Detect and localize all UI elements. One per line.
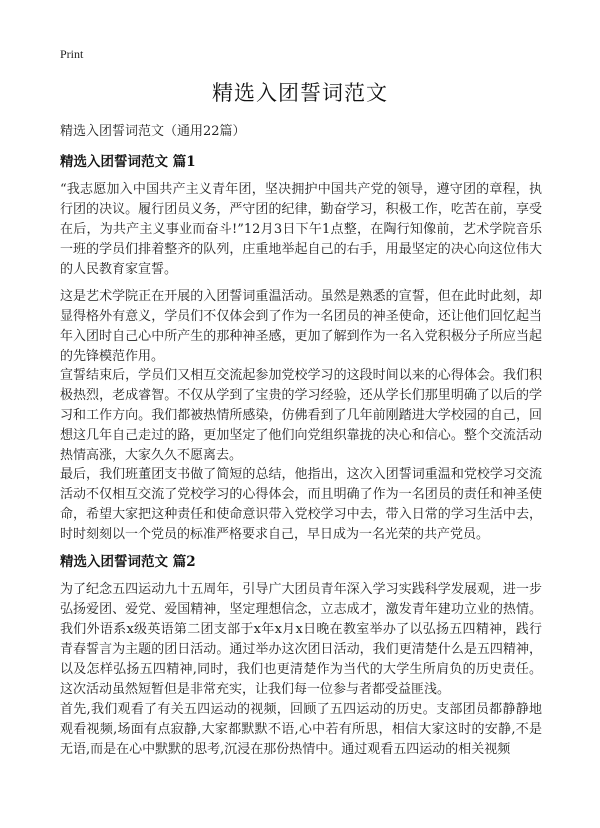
section-heading-1: 精选入团誓词范文 篇1 [60, 154, 196, 170]
paragraph: 为了纪念五四运动九十五周年，引导广大团员青年深入学习实践科学发展观，进一步弘扬爱团、爱党、爱国精神，坚定理想信念，立志成才，激发青年建功立业的热情。我们外语系x级英语第二团支部于x年x月x日晚在教室举办了以弘扬五四精神，践行青春誓言为主题的团日活动。通过举办这次团日活动，我们更清楚什么是五四精神，以及怎样弘扬五四精神,同时，我们也更清楚作为当代的大学生所肩负的历史责任。这次活动虽然短暂但是非常充实，让我们每一位参与者都受益匪浅。 [60, 582, 542, 697]
paragraph: 这是艺术学院正在开展的入团誓词重温活动。虽然是熟悉的宣誓，但在此时此刻，却显得格外有意义，学员们不仅体会到了作为一名团员的神圣使命，还让他们回忆起当年入团时自己心中所产生的那种神圣感，更加了解到作为一名入党积极分子所应当起的先锋模范作用。 [60, 289, 542, 364]
page-title: 精选入团誓词范文 [212, 81, 388, 105]
paragraph: 最后，我们班董团支书做了简短的总结，他指出，这次入团誓词重温和党校学习交流活动不仅相互交流了党校学习的心得体会，而且明确了作为一名团员的责任和神圣使命，希望大家把这种责任和使命意识带入党校学习中去，带入日常的学习生活中去，时时刻刻以一个党员的标准严格要求自己，早日成为一名光荣的共产党员。 [60, 467, 542, 542]
paragraph: “我志愿加入中国共产主义青年团，坚决拥护中国共产党的领导，遵守团的章程，执行团的决议。履行团员义务，严守团的纪律，勤奋学习，积极工作，吃苦在前，享受在后，为共产主义事业而奋斗!”12月3日下午1点整，在陶行知像前，艺术学院音乐一班的学员们排着整齐的队列，庄重地举起自己的右手，用最坚定的决心向这位伟大的人民教育家宣誓。 [60, 182, 542, 277]
print-link[interactable]: Print [60, 47, 84, 61]
section-heading-2: 精选入团誓词范文 篇2 [60, 554, 196, 570]
paragraph: 宣誓结束后，学员们又相互交流起参加党校学习的这段时间以来的心得体会。我们积极热烈，老成睿智。不仅从学到了宝贵的学习经验，还从学长们那里明确了以后的学习和工作方向。我们都被热情所感染，仿佛看到了几年前刚踏进大学校园的自己，回想这几年自己走过的路，更加坚定了他们向党组织靠拢的决心和信心。整个交流活动热情高涨，大家久久不愿离去。 [60, 368, 542, 463]
document-subtitle: 精选入团誓词范文（通用22篇） [60, 124, 246, 139]
paragraph: 首先,我们观看了有关五四运动的视频，回顾了五四运动的历史。支部团员都静静地观看视频,场面有点寂静,大家都默默不语,心中若有所思，相信大家这时的安静,不是无语,而是在心中默默的思考,沉浸在那份热情中。通过观看五四运动的相关视频 [60, 702, 542, 757]
